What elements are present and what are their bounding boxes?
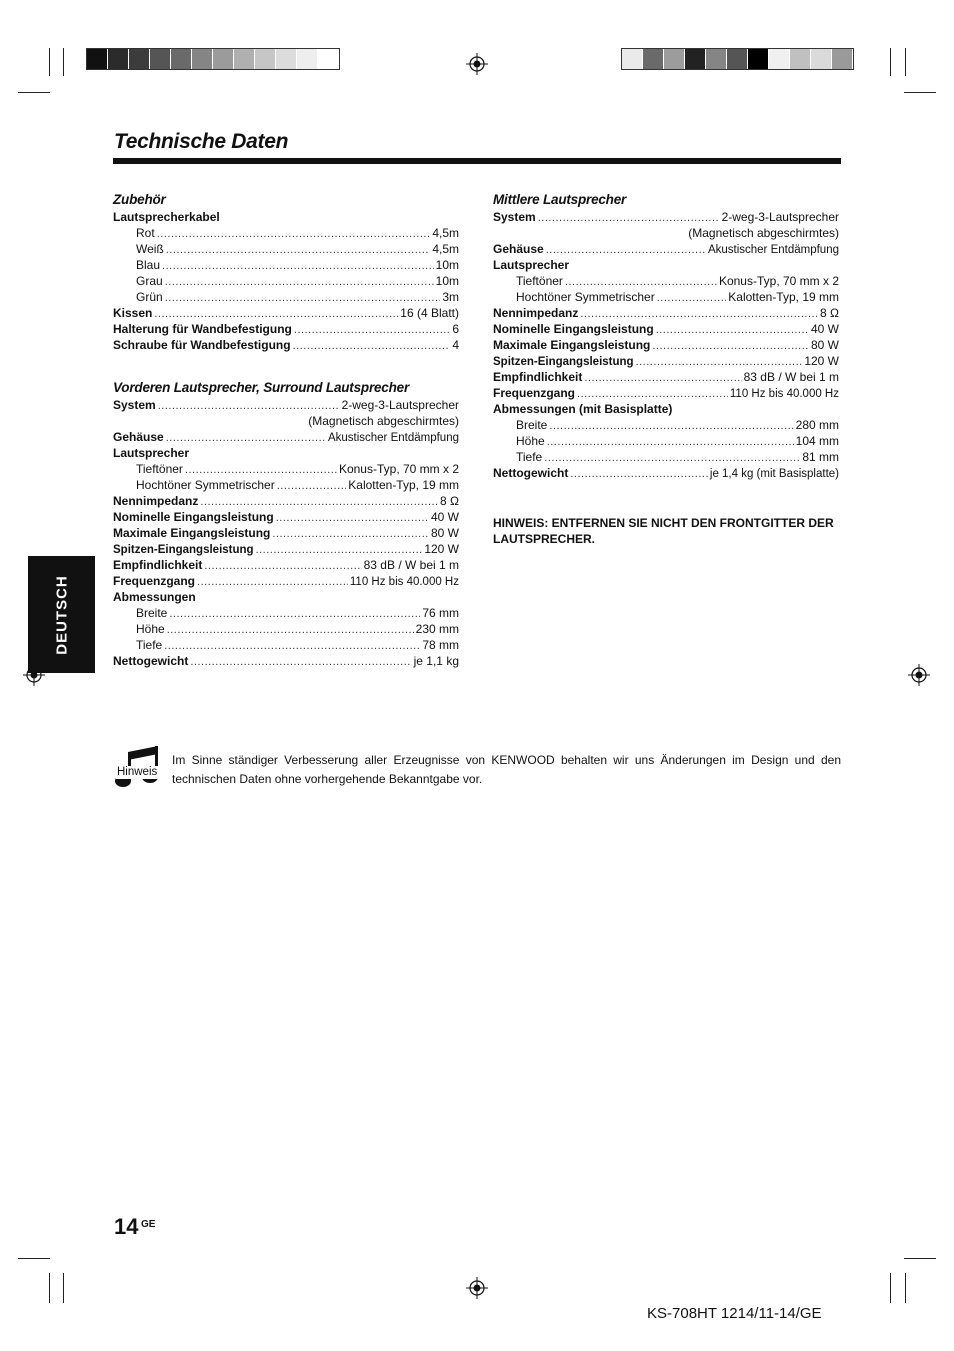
- crop-mark: [905, 48, 906, 76]
- title-rule: [113, 158, 841, 164]
- crop-mark: [18, 1258, 50, 1259]
- spec-row-note: (Magnetisch abgeschirmtes): [308, 414, 459, 428]
- spec-group-label: Lautsprecher: [113, 446, 190, 460]
- crop-mark: [18, 92, 50, 93]
- color-swatch: [769, 49, 790, 69]
- left-column: [113, 191, 459, 669]
- page-number-suffix: GE: [141, 1219, 156, 1230]
- registration-mark-icon: [466, 1277, 488, 1299]
- crop-mark: [904, 92, 936, 93]
- spec-row: Tiefe ..... 78 mm: [113, 637, 459, 653]
- color-bar-left: [86, 48, 340, 70]
- spec-row: Kissen ..... 16 (4 Blatt): [113, 305, 459, 321]
- color-swatch: [790, 49, 811, 69]
- spec-row: Nominelle Eingangsleistung ..... 40 W: [493, 321, 839, 337]
- right-column: [493, 191, 839, 481]
- color-swatch: [234, 49, 255, 69]
- spec-row: Nennimpedanz ..... 8 Ω: [113, 493, 459, 509]
- spec-row: Breite ..... 76 mm: [113, 605, 459, 621]
- spec-row: Hochtöner Symmetrischer ..... Kalotten-Typ, 19 mm: [113, 477, 459, 493]
- spec-row: Höhe ..... 104 mm: [493, 433, 839, 449]
- crop-mark: [49, 48, 50, 76]
- spec-row: Weiß ..... 4,5m: [113, 241, 459, 257]
- spec-row: Tiefe ..... 81 mm: [493, 449, 839, 465]
- color-swatch: [171, 49, 192, 69]
- spec-group-label: Lautsprecherkabel: [113, 210, 220, 224]
- spec-row: Gehäuse ..... Akustischer Entdämpfung: [493, 241, 839, 257]
- spec-row: Empfindlichkeit ..... 83 dB / W bei 1 m: [493, 369, 839, 385]
- spec-row: System ..... 2-weg-3-Lautsprecher: [113, 397, 459, 413]
- spec-row-note: (Magnetisch abgeschirmtes): [688, 226, 839, 240]
- spec-row: Breite ..... 280 mm: [493, 417, 839, 433]
- section-heading-front-speakers: Vorderen Lautsprecher, Surround Lautsprecher: [113, 380, 410, 395]
- language-tab-label: DEUTSCH: [53, 574, 70, 655]
- spec-row: Blau ..... 10m: [113, 257, 459, 273]
- color-swatch: [811, 49, 832, 69]
- spec-row: System ..... 2-weg-3-Lautsprecher: [493, 209, 839, 225]
- spec-row: Höhe ..... 230 mm: [113, 621, 459, 637]
- spec-group-label: Abmessungen: [113, 590, 196, 604]
- spec-row: Spitzen-Eingangsleistung ..... 120 W: [113, 541, 459, 557]
- color-swatch: [727, 49, 748, 69]
- warning-note: HINWEIS: ENTFERNEN SIE NICHT DEN FRONTGITTER DER LAUTSPRECHER.: [493, 516, 834, 546]
- color-swatch: [255, 49, 276, 69]
- spec-row: Maximale Eingangsleistung ..... 80 W: [113, 525, 459, 541]
- registration-mark-icon: [908, 664, 930, 686]
- spec-row: Rot ..... 4,5m: [113, 225, 459, 241]
- color-swatch: [318, 49, 339, 69]
- note-icon-label: Hinweis: [117, 766, 158, 778]
- color-bar-right: [621, 48, 854, 70]
- spec-row: Grün ..... 3m: [113, 289, 459, 305]
- crop-mark: [904, 1258, 936, 1259]
- crop-mark: [63, 48, 64, 76]
- color-swatch: [213, 49, 234, 69]
- color-swatch: [192, 49, 213, 69]
- page-title: Technische Daten: [114, 130, 289, 153]
- color-swatch: [685, 49, 706, 69]
- language-tab: [28, 556, 95, 673]
- spec-row: Spitzen-Eingangsleistung ..... 120 W: [493, 353, 839, 369]
- crop-mark: [890, 1273, 891, 1303]
- page-number: 14: [114, 1214, 139, 1239]
- spec-row: Tieftöner ..... Konus-Typ, 70 mm x 2: [493, 273, 839, 289]
- color-swatch: [108, 49, 129, 69]
- spec-row: Empfindlichkeit ..... 83 dB / W bei 1 m: [113, 557, 459, 573]
- spec-row: Tieftöner ..... Konus-Typ, 70 mm x 2: [113, 461, 459, 477]
- note-text: Im Sinne ständiger Verbesserung aller Erzeugnisse von KENWOOD behalten wir uns Änderungen im Design und den technischen Daten ohne vorhergehende Bekanntgabe vor.: [172, 753, 841, 786]
- spec-row: Frequenzgang ..... 110 Hz bis 40.000 Hz: [113, 573, 459, 589]
- color-swatch: [297, 49, 318, 69]
- color-swatch: [129, 49, 150, 69]
- spec-row: Nennimpedanz ..... 8 Ω: [493, 305, 839, 321]
- spec-row: Hochtöner Symmetrischer ..... Kalotten-Typ, 19 mm: [493, 289, 839, 305]
- crop-mark: [905, 1273, 906, 1303]
- color-swatch: [150, 49, 171, 69]
- color-swatch: [832, 49, 853, 69]
- crop-mark: [890, 48, 891, 76]
- spec-group-label: Lautsprecher: [493, 258, 570, 272]
- document-code: KS-708HT 1214/11-14/GE: [647, 1305, 822, 1322]
- spec-row: Grau ..... 10m: [113, 273, 459, 289]
- spec-row: Frequenzgang ..... 110 Hz bis 40.000 Hz: [493, 385, 839, 401]
- spec-group-label: Abmessungen (mit Basisplatte): [493, 402, 673, 416]
- crop-mark: [63, 1273, 64, 1303]
- color-swatch: [622, 49, 643, 69]
- color-swatch: [87, 49, 108, 69]
- color-swatch: [643, 49, 664, 69]
- section-heading-center-speaker: Mittlere Lautsprecher: [493, 192, 627, 207]
- color-swatch: [664, 49, 685, 69]
- color-swatch: [748, 49, 769, 69]
- spec-row: Nettogewicht ..... je 1,4 kg (mit Basisplatte): [493, 465, 839, 481]
- section-heading-accessories: Zubehör: [113, 192, 166, 207]
- color-swatch: [706, 49, 727, 69]
- spec-row: Nominelle Eingangsleistung ..... 40 W: [113, 509, 459, 525]
- spec-row: Schraube für Wandbefestigung ..... 4: [113, 337, 459, 353]
- spec-row: Halterung für Wandbefestigung ..... 6: [113, 321, 459, 337]
- spec-row: Nettogewicht ..... je 1,1 kg: [113, 653, 459, 669]
- color-swatch: [276, 49, 297, 69]
- spec-row: Maximale Eingangsleistung ..... 80 W: [493, 337, 839, 353]
- spec-row: Gehäuse ..... Akustischer Entdämpfung: [113, 429, 459, 445]
- registration-mark-icon: [466, 53, 488, 75]
- crop-mark: [49, 1273, 50, 1303]
